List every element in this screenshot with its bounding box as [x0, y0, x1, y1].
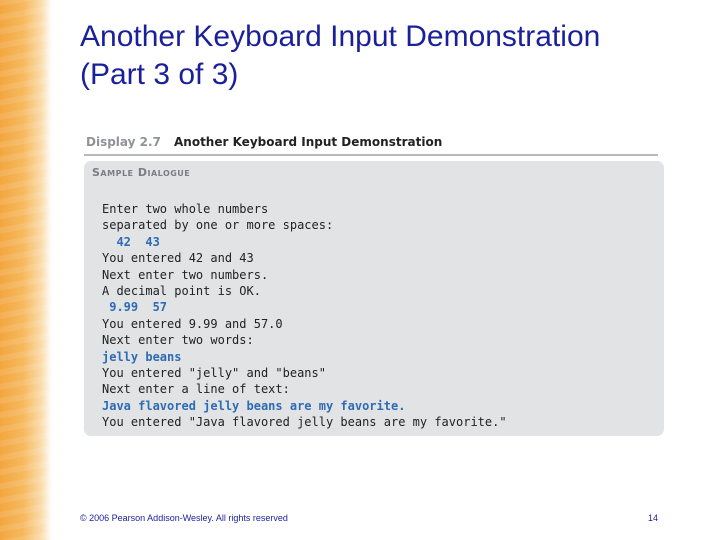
dialogue-input-line: 42 43 — [102, 234, 160, 249]
slide-title-line-1: Another Keyboard Input Demonstration — [80, 20, 601, 53]
dialogue-output-line: You entered "jelly" and "beans" — [102, 365, 326, 380]
dialogue-output-line: separated by one or more spaces: — [102, 218, 334, 233]
dialogue-input-line: 9.99 57 — [102, 300, 168, 315]
sample-dialogue-heading: Sample Dialogue — [92, 166, 191, 179]
dialogue-output-line: Next enter a line of text: — [102, 382, 290, 397]
dialogue-input-line: jelly beans — [102, 349, 182, 364]
display-title: Another Keyboard Input Demonstration — [174, 135, 443, 149]
dialogue-text — [102, 201, 507, 430]
dialogue-output-line: You entered 9.99 and 57.0 — [102, 316, 283, 331]
dialogue-output-line: Next enter two words: — [102, 333, 254, 348]
slide-title — [80, 18, 700, 94]
dialogue-input-line: Java flavored jelly beans are my favorite. — [102, 398, 406, 413]
dialogue-output-line: You entered 42 and 43 — [102, 251, 254, 266]
footer-page-number: 14 — [648, 513, 659, 523]
dialogue-output-line: Enter two whole numbers — [102, 202, 269, 216]
slide-title-line-2: (Part 3 of 3) — [80, 58, 239, 91]
decorative-sidebar — [0, 0, 52, 540]
sample-dialogue-panel — [84, 161, 664, 436]
footer-copyright: © 2006 Pearson Addison-Wesley. All rights reserved — [80, 513, 288, 523]
dialogue-output-line: You entered "Java flavored jelly beans are my favorite." — [102, 415, 507, 430]
dialogue-output-line: A decimal point is OK. — [102, 283, 261, 298]
display-header — [84, 132, 658, 156]
dialogue-output-line: Next enter two numbers. — [102, 267, 269, 282]
display-number: Display 2.7 — [86, 135, 161, 149]
